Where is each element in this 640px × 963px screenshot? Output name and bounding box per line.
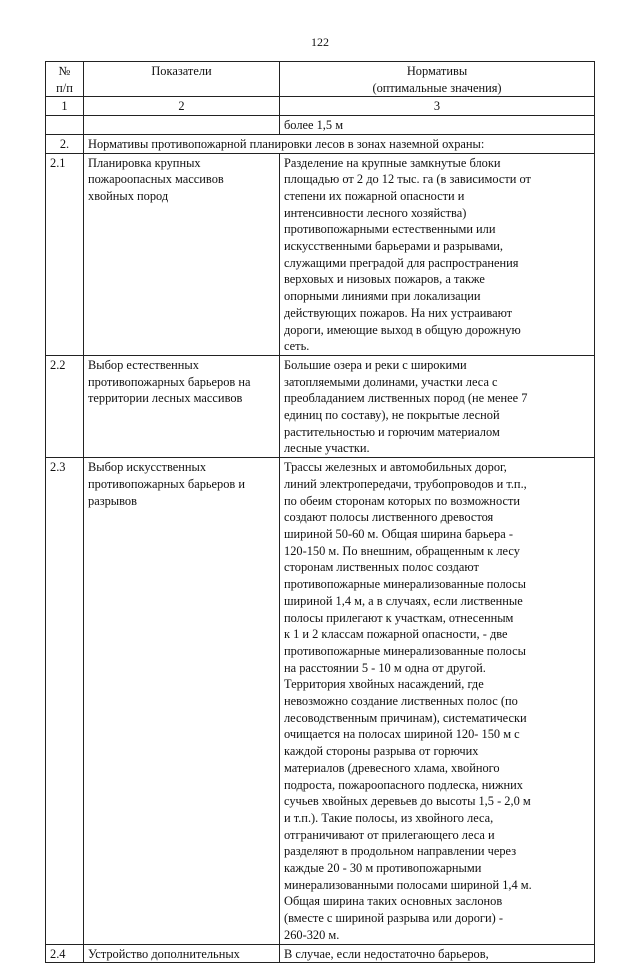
page-number: 122	[311, 35, 329, 49]
row-indicator: Планировка крупных пожароопасных массивов хвойных пород	[84, 153, 280, 355]
section-number: 2.	[46, 134, 84, 153]
continuation-text: более 1,5 м	[280, 116, 595, 135]
row-norm: В случае, если недостаточно барьеров,	[280, 944, 595, 963]
column-number-3: 3	[280, 97, 595, 116]
row-norm: Трассы железных и автомобильных дорог, линий электропередачи, трубопроводов и т.п., по обеим сторонам которых по возможности создают полосы лиственного древостоя шириной 50-60 м. Общая ширина барьера - 120-150 м. По внешним, обращенным к лесу сторонам лиственных полос создают противопожарные минерализованные полосы шириной 1,4 м, а в случаях, если лиственные полосы прилегают к участкам, отнесенным к 1 и 2 классам пожарной опасности, - две противопожарные минерализованные полосы на расстоянии 5 - 10 м одна от другой. Территория хвойных насаждений, где невозможно создание лиственных полос (по лесоводственным причинам), систематически очищается на полосах шириной 120- 150 м с каждой стороны разрыва от горючих материалов (древесного хлама, хвойного подроста, пожароопасного подлеска, нижних сучьев хвойных деревьев до высоты 1,5 - 2,0 м и т.п.). Такие полосы, из хвойного леса, отграничивают от прилегающего леса и разделяют в продольном направлении через каждые 20 - 30 м противопожарными минерализованными полосами шириной 1,4 м. Общая ширина таких основных заслонов (вместе с шириной разрыва или дороги) - 260-320 м.	[280, 458, 595, 944]
header-indicators: Показатели	[84, 62, 280, 97]
section-title: Нормативы противопожарной планировки лесов в зонах наземной охраны:	[84, 134, 595, 153]
row-norm: Разделение на крупные замкнутые блоки площадью от 2 до 12 тыс. га (в зависимости от степени их пожарной опасности и интенсивности лесного хозяйства) противопожарными естественными или искусственными барьерами и разрывами, служащими преградой для распространения верховых и низовых пожаров, а также опорными линиями при локализации действующих пожаров. На них устраивают дороги, имеющие выход в общую дорожную сеть.	[280, 153, 595, 355]
empty-cell	[84, 116, 280, 135]
row-number: 2.2	[46, 355, 84, 457]
table-header-row	[46, 62, 595, 97]
table-row	[46, 153, 595, 355]
header-number: № п/п	[46, 62, 84, 97]
norms-table	[45, 61, 595, 963]
section-row	[46, 134, 595, 153]
table-row	[46, 355, 595, 457]
row-number: 2.3	[46, 458, 84, 944]
row-indicator: Выбор естественных противопожарных барьеров на территории лесных массивов	[84, 355, 280, 457]
row-indicator: Устройство дополнительных	[84, 944, 280, 963]
column-number-2: 2	[84, 97, 280, 116]
row-indicator: Выбор искусственных противопожарных барьеров и разрывов	[84, 458, 280, 944]
table-row	[46, 458, 595, 944]
header-norms: Нормативы (оптимальные значения)	[280, 62, 595, 97]
column-number-1: 1	[46, 97, 84, 116]
row-norm: Большие озера и реки с широкими затопляемыми долинами, участки леса с преобладанием лиственных пород (не менее 7 единиц по составу), не покрытые лесной растительностью и горючим материалом лесные участки.	[280, 355, 595, 457]
row-number: 2.4	[46, 944, 84, 963]
empty-cell	[46, 116, 84, 135]
column-numbers-row	[46, 97, 595, 116]
continuation-row	[46, 116, 595, 135]
row-number: 2.1	[46, 153, 84, 355]
table-row	[46, 944, 595, 963]
